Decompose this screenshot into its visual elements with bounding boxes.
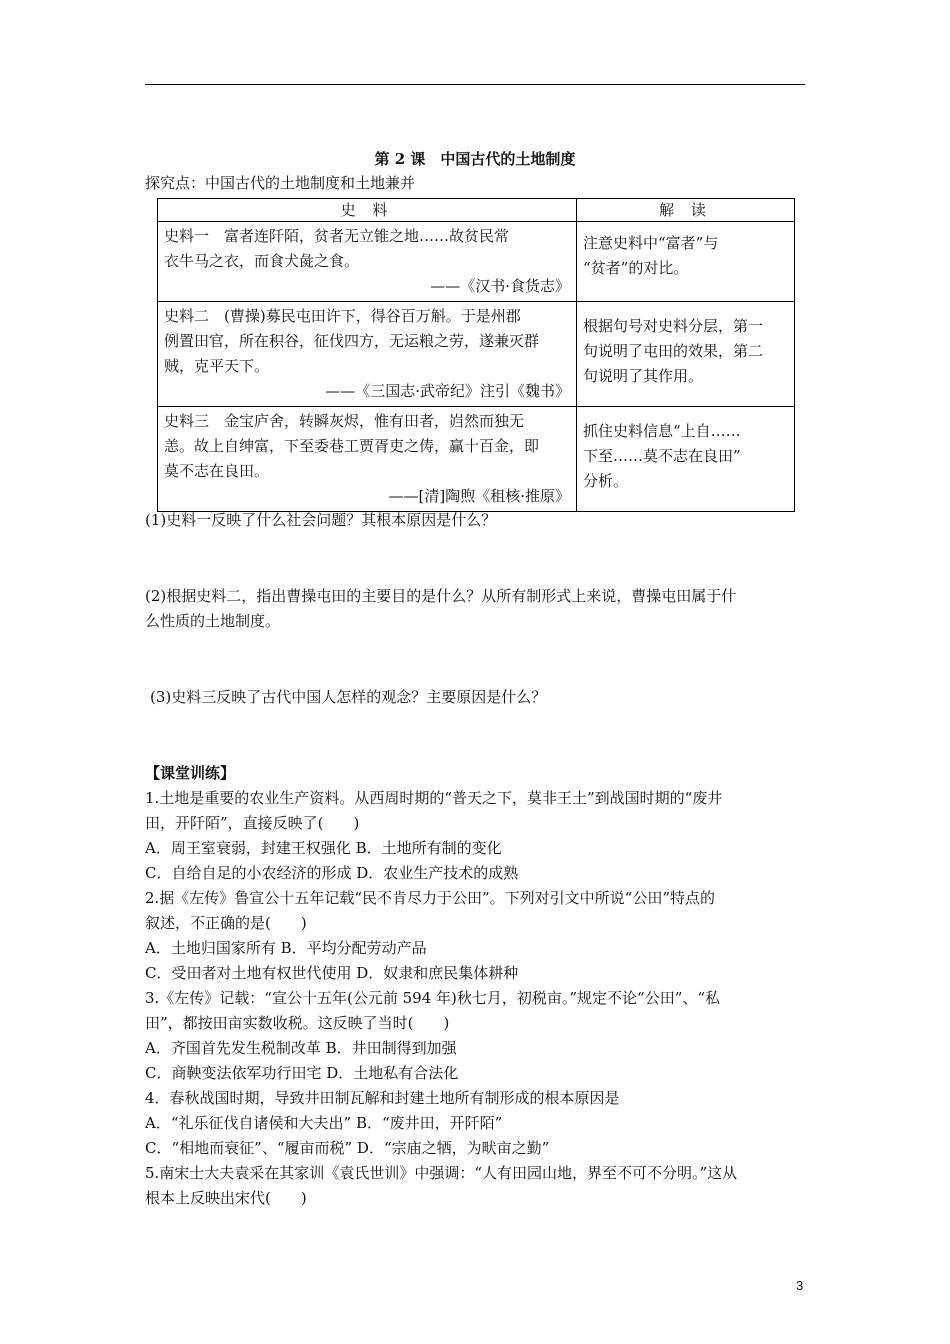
practice-line: C．自给自足的小农经济的形成 D．农业生产技术的成熟 <box>145 864 519 882</box>
source-line: 衣牛马之衣，而食犬彘之食。 <box>164 252 360 270</box>
practice-line: C．“相地而衰征”、“履亩而税” D．“宗庙之牺，为畎亩之勤” <box>145 1139 550 1157</box>
practice-line: 3.《左传》记载：“宣公十五年(公元前 594 年)秋七月，初税亩。”规定不论“公田”、“私 <box>145 989 721 1007</box>
practice-line: A．“礼乐征伐自诸侯和大夫出” B．“废井田，开阡陌” <box>145 1114 503 1132</box>
source-line: 史料二 (曹操)募民屯田许下，得谷百万斛。于是州郡 <box>164 307 521 325</box>
question-2-cont: 么性质的土地制度。 <box>145 612 281 630</box>
question-2: (2)根据史料二，指出曹操屯田的主要目的是什么？从所有制形式上来说，曹操屯田属于什 <box>145 587 737 605</box>
table-row <box>158 302 795 407</box>
header-interpretation: 解 读 <box>577 199 795 222</box>
practice-line: 田，开阡陌”，直接反映了( ) <box>145 814 360 832</box>
source-citation: ——[清]陶煦《租核·推原》 <box>388 487 570 505</box>
header-sources: 史 料 <box>158 199 577 222</box>
source-line: 史料一 富者连阡陌，贫者无立锥之地……故贫民常 <box>164 227 510 245</box>
source-cell <box>158 222 577 302</box>
practice-line: A．齐国首先发生税制改革 B．井田制得到加强 <box>145 1039 457 1057</box>
source-line: 莫不志在良田。 <box>164 462 270 480</box>
practice-heading: 【课堂训练】 <box>145 764 236 782</box>
practice-line: 2.据《左传》鲁宣公十五年记载“民不肯尽力于公田”。下列对引文中所说“公田”特点的 <box>145 889 715 907</box>
practice-line: 田”，都按田亩实数收税。这反映了当时( ) <box>145 1014 450 1032</box>
source-line: 例置田官，所在积谷，征伐四方，无运粮之劳，遂兼灭群 <box>164 332 540 350</box>
source-line: 贼，克平天下。 <box>164 357 270 375</box>
source-line: 恙。故上自绅富，下至委巷工贾胥吏之俦，赢十百金，即 <box>164 437 540 455</box>
topic-line: 探究点：中国古代的土地制度和土地兼并 <box>145 174 416 192</box>
practice-line: 叙述，不正确的是( ) <box>145 914 307 932</box>
interp-line: 根据句号对史料分层，第一 <box>583 317 764 335</box>
source-table <box>157 198 795 512</box>
interpretation-cell <box>577 222 795 302</box>
interp-line: 分析。 <box>583 472 629 490</box>
practice-line: A．土地归国家所有 B．平均分配劳动产品 <box>145 939 427 957</box>
source-cell <box>158 407 577 512</box>
question-3: (3)史料三反映了古代中国人怎样的观念？主要原因是什么？ <box>150 688 547 706</box>
source-cell <box>158 302 577 407</box>
table-header-row <box>158 199 795 222</box>
question-1: (1)史料一反映了什么社会问题？其根本原因是什么？ <box>145 511 497 529</box>
practice-line: 1.土地是重要的农业生产资料。从西周时期的“普天之下，莫非王土”到战国时期的“废井 <box>145 789 723 807</box>
interp-line: 句说明了屯田的效果，第二 <box>583 342 764 360</box>
practice-line: 5.南宋士大夫袁采在其家训《袁氏世训》中强调：“人有田园山地，界至不可不分明。”这从 <box>145 1164 738 1182</box>
source-line: 史料三 金宝庐舍，转瞬灰烬，惟有田者，岿然而独无 <box>164 412 525 430</box>
practice-line: 根本上反映出宋代( ) <box>145 1189 307 1207</box>
interp-line: “贫者”的对比。 <box>583 259 689 277</box>
practice-line: C．受田者对土地有权世代使用 D．奴隶和庶民集体耕种 <box>145 964 519 982</box>
practice-line: A．周王室衰弱，封建王权强化 B．土地所有制的变化 <box>145 839 502 857</box>
page-number: 3 <box>796 1278 804 1293</box>
interp-line: 下至……莫不志在良田” <box>583 447 741 465</box>
interp-line: 句说明了其作用。 <box>583 367 704 385</box>
interpretation-cell <box>577 407 795 512</box>
source-citation: ——《汉书·食货志》 <box>430 277 570 295</box>
lesson-title: 第 2 课 中国古代的土地制度 <box>374 150 576 168</box>
table-row <box>158 407 795 512</box>
table-row <box>158 222 795 302</box>
practice-line: C．商鞅变法依军功行田宅 D．土地私有合法化 <box>145 1064 459 1082</box>
practice-line: 4．春秋战国时期，导致井田制瓦解和封建土地所有制形成的根本原因是 <box>145 1089 620 1107</box>
header-rule <box>145 84 805 85</box>
source-citation: ——《三国志·武帝纪》注引《魏书》 <box>325 382 570 400</box>
interp-line: 抓住史料信息“上自…… <box>583 422 741 440</box>
interp-line: 注意史料中“富者”与 <box>583 234 719 252</box>
interpretation-cell <box>577 302 795 407</box>
